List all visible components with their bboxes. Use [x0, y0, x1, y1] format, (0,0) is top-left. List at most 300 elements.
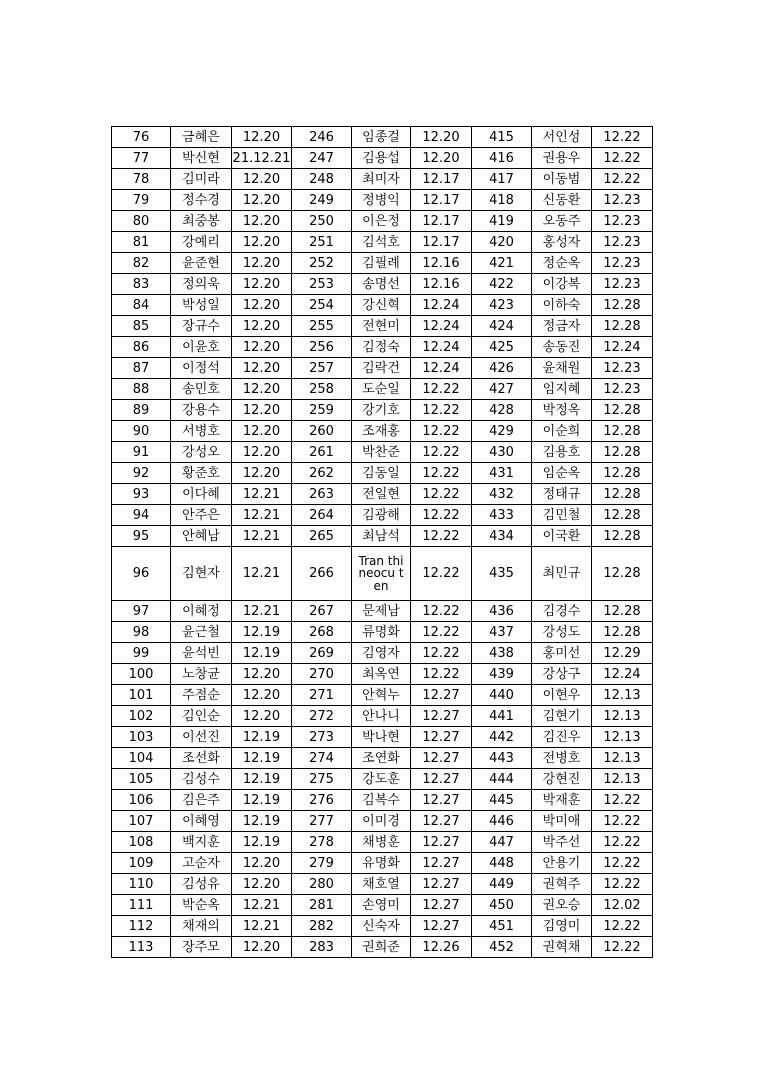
cell-date-c: 12.23 [592, 253, 653, 274]
cell-date-b: 12.27 [411, 874, 472, 895]
cell-date-a: 12.19 [232, 769, 292, 790]
cell-number-c: 452 [472, 937, 532, 958]
cell-number-c: 449 [472, 874, 532, 895]
cell-name-a: 박성일 [171, 295, 232, 316]
cell-date-c: 12.23 [592, 358, 653, 379]
cell-name-c: 전병호 [532, 748, 592, 769]
table-row [112, 337, 653, 358]
cell-number-c: 450 [472, 895, 532, 916]
cell-date-b: 12.24 [411, 316, 472, 337]
cell-number-b: 256 [292, 337, 352, 358]
cell-number-c: 419 [472, 211, 532, 232]
roster-table-body [112, 127, 653, 958]
cell-number-c: 424 [472, 316, 532, 337]
cell-number-b: 283 [292, 937, 352, 958]
cell-date-c: 12.24 [592, 337, 653, 358]
cell-name-b: 임종걸 [352, 127, 411, 148]
cell-name-b: 조연화 [352, 748, 411, 769]
cell-name-c: 임순옥 [532, 463, 592, 484]
cell-date-b: 12.22 [411, 643, 472, 664]
cell-name-b: 전현미 [352, 316, 411, 337]
cell-number-c: 425 [472, 337, 532, 358]
cell-name-c: 오동주 [532, 211, 592, 232]
cell-name-c: 홍성자 [532, 232, 592, 253]
cell-name-a: 이선진 [171, 727, 232, 748]
table-row [112, 484, 653, 505]
cell-name-c: 권혁채 [532, 937, 592, 958]
cell-date-b: 12.22 [411, 622, 472, 643]
cell-name-a: 정수경 [171, 190, 232, 211]
cell-date-b: 12.27 [411, 790, 472, 811]
cell-number-b: 261 [292, 442, 352, 463]
cell-name-a: 박순옥 [171, 895, 232, 916]
cell-date-b: 12.27 [411, 895, 472, 916]
cell-name-b: 김복수 [352, 790, 411, 811]
cell-date-a: 12.20 [232, 379, 292, 400]
cell-number-c: 422 [472, 274, 532, 295]
cell-number-b: 264 [292, 505, 352, 526]
cell-number-b: 269 [292, 643, 352, 664]
table-row [112, 379, 653, 400]
cell-name-c: 이현우 [532, 685, 592, 706]
cell-number-b: 270 [292, 664, 352, 685]
table-row [112, 685, 653, 706]
table-row [112, 358, 653, 379]
cell-date-b: 12.27 [411, 706, 472, 727]
cell-date-a: 12.20 [232, 358, 292, 379]
cell-number-b: 273 [292, 727, 352, 748]
cell-name-b: 김락건 [352, 358, 411, 379]
table-row [112, 190, 653, 211]
cell-name-b: 김석호 [352, 232, 411, 253]
cell-name-c: 정순옥 [532, 253, 592, 274]
cell-number-a: 80 [112, 211, 171, 232]
cell-number-a: 83 [112, 274, 171, 295]
cell-name-c: 박미애 [532, 811, 592, 832]
cell-number-c: 434 [472, 526, 532, 547]
cell-number-b: 260 [292, 421, 352, 442]
cell-name-a: 장규수 [171, 316, 232, 337]
cell-number-b: 276 [292, 790, 352, 811]
table-row [112, 664, 653, 685]
table-row [112, 253, 653, 274]
cell-name-a: 금혜은 [171, 127, 232, 148]
cell-number-c: 433 [472, 505, 532, 526]
cell-name-c: 이강복 [532, 274, 592, 295]
cell-date-c: 12.23 [592, 190, 653, 211]
cell-name-b: 강기호 [352, 400, 411, 421]
cell-number-b: 282 [292, 916, 352, 937]
cell-name-b: 강신혁 [352, 295, 411, 316]
cell-date-a: 12.20 [232, 664, 292, 685]
cell-name-b: 조재홍 [352, 421, 411, 442]
table-row [112, 169, 653, 190]
cell-number-a: 112 [112, 916, 171, 937]
table-row [112, 601, 653, 622]
cell-number-c: 443 [472, 748, 532, 769]
cell-name-a: 노창균 [171, 664, 232, 685]
cell-name-a: 이윤호 [171, 337, 232, 358]
cell-date-b: 12.27 [411, 769, 472, 790]
cell-name-b: 권희준 [352, 937, 411, 958]
cell-date-c: 12.22 [592, 874, 653, 895]
cell-name-c: 권혁주 [532, 874, 592, 895]
cell-date-a: 12.21 [232, 601, 292, 622]
cell-date-b: 12.20 [411, 127, 472, 148]
cell-number-a: 105 [112, 769, 171, 790]
cell-number-a: 76 [112, 127, 171, 148]
cell-number-b: 250 [292, 211, 352, 232]
cell-name-a: 윤근철 [171, 622, 232, 643]
cell-date-b: 12.24 [411, 295, 472, 316]
cell-number-b: 262 [292, 463, 352, 484]
cell-date-a: 12.21 [232, 916, 292, 937]
cell-name-b: 전일현 [352, 484, 411, 505]
cell-number-a: 90 [112, 421, 171, 442]
cell-date-c: 12.22 [592, 169, 653, 190]
cell-date-a: 12.20 [232, 421, 292, 442]
cell-date-b: 12.22 [411, 664, 472, 685]
table-row [112, 874, 653, 895]
cell-date-c: 12.22 [592, 853, 653, 874]
cell-name-a: 고순자 [171, 853, 232, 874]
cell-number-c: 447 [472, 832, 532, 853]
table-row [112, 463, 653, 484]
cell-number-a: 103 [112, 727, 171, 748]
cell-name-b: 최남석 [352, 526, 411, 547]
cell-number-a: 111 [112, 895, 171, 916]
cell-name-c: 권오승 [532, 895, 592, 916]
cell-date-c: 12.28 [592, 295, 653, 316]
cell-name-c: 김민철 [532, 505, 592, 526]
cell-date-a: 12.20 [232, 853, 292, 874]
cell-number-a: 82 [112, 253, 171, 274]
cell-date-b: 12.22 [411, 463, 472, 484]
cell-date-c: 12.22 [592, 832, 653, 853]
cell-number-a: 108 [112, 832, 171, 853]
cell-date-a: 12.19 [232, 748, 292, 769]
cell-name-a: 윤준현 [171, 253, 232, 274]
cell-number-c: 435 [472, 547, 532, 601]
cell-number-b: 266 [292, 547, 352, 601]
cell-number-c: 421 [472, 253, 532, 274]
cell-date-a: 12.20 [232, 211, 292, 232]
cell-name-a: 서병호 [171, 421, 232, 442]
cell-date-a: 12.20 [232, 253, 292, 274]
cell-number-b: 265 [292, 526, 352, 547]
cell-date-c: 12.23 [592, 379, 653, 400]
table-row [112, 895, 653, 916]
cell-number-a: 87 [112, 358, 171, 379]
cell-date-c: 12.13 [592, 706, 653, 727]
cell-number-c: 432 [472, 484, 532, 505]
cell-number-c: 423 [472, 295, 532, 316]
cell-number-a: 81 [112, 232, 171, 253]
cell-number-c: 429 [472, 421, 532, 442]
cell-number-b: 279 [292, 853, 352, 874]
cell-date-b: 12.26 [411, 937, 472, 958]
table-row [112, 547, 653, 601]
cell-number-a: 104 [112, 748, 171, 769]
table-row [112, 232, 653, 253]
cell-name-a: 이정석 [171, 358, 232, 379]
cell-number-a: 89 [112, 400, 171, 421]
cell-name-a: 정의욱 [171, 274, 232, 295]
cell-name-c: 권용우 [532, 148, 592, 169]
cell-date-a: 12.21 [232, 484, 292, 505]
table-row [112, 916, 653, 937]
cell-date-a: 12.20 [232, 127, 292, 148]
cell-number-b: 252 [292, 253, 352, 274]
cell-name-c: 김영미 [532, 916, 592, 937]
cell-name-a: 강용수 [171, 400, 232, 421]
cell-number-c: 418 [472, 190, 532, 211]
cell-date-c: 12.23 [592, 274, 653, 295]
cell-date-c: 12.29 [592, 643, 653, 664]
cell-name-a: 조선화 [171, 748, 232, 769]
cell-name-a: 김성수 [171, 769, 232, 790]
cell-number-b: 254 [292, 295, 352, 316]
cell-date-a: 12.20 [232, 232, 292, 253]
cell-number-b: 268 [292, 622, 352, 643]
cell-date-b: 12.22 [411, 547, 472, 601]
cell-name-a: 박신현 [171, 148, 232, 169]
table-row [112, 643, 653, 664]
cell-date-b: 12.22 [411, 379, 472, 400]
cell-name-b: 김광해 [352, 505, 411, 526]
cell-name-c: 이국환 [532, 526, 592, 547]
cell-name-b: 도순일 [352, 379, 411, 400]
cell-number-c: 426 [472, 358, 532, 379]
cell-name-c: 이순희 [532, 421, 592, 442]
cell-date-c: 12.23 [592, 232, 653, 253]
cell-number-c: 438 [472, 643, 532, 664]
cell-name-b: Tran thi neocu ten [352, 547, 411, 601]
cell-date-b: 12.22 [411, 400, 472, 421]
cell-name-b: 박찬준 [352, 442, 411, 463]
cell-number-a: 109 [112, 853, 171, 874]
cell-name-a: 장주모 [171, 937, 232, 958]
table-row [112, 832, 653, 853]
cell-date-a: 12.20 [232, 937, 292, 958]
cell-name-b: 채호열 [352, 874, 411, 895]
cell-date-a: 12.21 [232, 505, 292, 526]
cell-number-b: 259 [292, 400, 352, 421]
cell-number-a: 99 [112, 643, 171, 664]
cell-date-c: 12.28 [592, 601, 653, 622]
cell-number-a: 97 [112, 601, 171, 622]
cell-name-c: 이동범 [532, 169, 592, 190]
cell-date-a: 12.19 [232, 811, 292, 832]
cell-number-b: 255 [292, 316, 352, 337]
table-row [112, 421, 653, 442]
cell-date-c: 12.13 [592, 727, 653, 748]
table-row [112, 769, 653, 790]
cell-name-b: 채병훈 [352, 832, 411, 853]
cell-name-b: 최미자 [352, 169, 411, 190]
cell-name-a: 백지훈 [171, 832, 232, 853]
cell-name-a: 김미라 [171, 169, 232, 190]
cell-date-a: 12.21 [232, 526, 292, 547]
cell-date-c: 12.22 [592, 937, 653, 958]
cell-number-c: 448 [472, 853, 532, 874]
cell-date-b: 12.27 [411, 727, 472, 748]
cell-name-a: 송민호 [171, 379, 232, 400]
cell-name-b: 김용섭 [352, 148, 411, 169]
table-row [112, 127, 653, 148]
table-row [112, 853, 653, 874]
table-row [112, 727, 653, 748]
cell-name-c: 최민규 [532, 547, 592, 601]
cell-name-b: 박나현 [352, 727, 411, 748]
cell-date-c: 12.22 [592, 811, 653, 832]
cell-date-c: 12.28 [592, 400, 653, 421]
table-row [112, 295, 653, 316]
cell-name-c: 박정옥 [532, 400, 592, 421]
cell-name-a: 강성오 [171, 442, 232, 463]
cell-date-c: 12.22 [592, 148, 653, 169]
cell-name-c: 서인성 [532, 127, 592, 148]
table-row [112, 790, 653, 811]
cell-name-b: 신숙자 [352, 916, 411, 937]
cell-number-c: 420 [472, 232, 532, 253]
cell-date-a: 21.12.21 [232, 148, 292, 169]
table-row [112, 937, 653, 958]
cell-date-b: 12.22 [411, 442, 472, 463]
cell-date-a: 12.20 [232, 442, 292, 463]
cell-date-c: 12.28 [592, 421, 653, 442]
cell-date-b: 12.17 [411, 169, 472, 190]
cell-number-a: 88 [112, 379, 171, 400]
cell-date-a: 12.20 [232, 463, 292, 484]
cell-number-c: 442 [472, 727, 532, 748]
table-row [112, 148, 653, 169]
cell-name-b: 김필례 [352, 253, 411, 274]
cell-name-c: 박주선 [532, 832, 592, 853]
cell-number-a: 107 [112, 811, 171, 832]
cell-date-b: 12.24 [411, 337, 472, 358]
cell-name-a: 황준호 [171, 463, 232, 484]
cell-date-c: 12.28 [592, 547, 653, 601]
cell-number-b: 271 [292, 685, 352, 706]
cell-date-b: 12.17 [411, 211, 472, 232]
cell-number-c: 428 [472, 400, 532, 421]
cell-number-a: 91 [112, 442, 171, 463]
cell-number-b: 275 [292, 769, 352, 790]
cell-number-a: 92 [112, 463, 171, 484]
cell-name-a: 김성유 [171, 874, 232, 895]
cell-name-c: 강성도 [532, 622, 592, 643]
cell-name-a: 김은주 [171, 790, 232, 811]
cell-number-c: 445 [472, 790, 532, 811]
cell-number-c: 417 [472, 169, 532, 190]
cell-number-b: 277 [292, 811, 352, 832]
cell-name-c: 이하숙 [532, 295, 592, 316]
cell-date-c: 12.22 [592, 790, 653, 811]
table-row [112, 211, 653, 232]
cell-name-a: 채재의 [171, 916, 232, 937]
cell-number-c: 430 [472, 442, 532, 463]
cell-name-c: 윤채원 [532, 358, 592, 379]
cell-date-b: 12.22 [411, 526, 472, 547]
cell-date-b: 12.24 [411, 358, 472, 379]
cell-date-a: 12.20 [232, 706, 292, 727]
cell-date-a: 12.20 [232, 685, 292, 706]
cell-name-b: 안나니 [352, 706, 411, 727]
cell-date-c: 12.28 [592, 505, 653, 526]
cell-name-c: 강현진 [532, 769, 592, 790]
cell-number-a: 113 [112, 937, 171, 958]
cell-date-c: 12.23 [592, 211, 653, 232]
cell-date-a: 12.20 [232, 169, 292, 190]
cell-name-b: 김정숙 [352, 337, 411, 358]
table-row [112, 748, 653, 769]
cell-name-a: 주점순 [171, 685, 232, 706]
cell-name-b: 이미경 [352, 811, 411, 832]
table-row [112, 505, 653, 526]
cell-number-c: 451 [472, 916, 532, 937]
cell-number-b: 274 [292, 748, 352, 769]
cell-name-b: 문제남 [352, 601, 411, 622]
cell-date-a: 12.19 [232, 832, 292, 853]
cell-date-a: 12.19 [232, 622, 292, 643]
cell-number-a: 100 [112, 664, 171, 685]
cell-name-b: 손영미 [352, 895, 411, 916]
cell-number-a: 79 [112, 190, 171, 211]
cell-name-c: 정금자 [532, 316, 592, 337]
cell-number-b: 246 [292, 127, 352, 148]
table-row [112, 442, 653, 463]
cell-date-a: 12.19 [232, 643, 292, 664]
cell-number-a: 101 [112, 685, 171, 706]
cell-name-c: 김진우 [532, 727, 592, 748]
cell-number-c: 436 [472, 601, 532, 622]
cell-name-a: 이혜영 [171, 811, 232, 832]
cell-number-b: 267 [292, 601, 352, 622]
cell-date-c: 12.22 [592, 127, 653, 148]
cell-name-c: 김용호 [532, 442, 592, 463]
cell-name-b: 유명화 [352, 853, 411, 874]
cell-name-b: 정병익 [352, 190, 411, 211]
cell-date-b: 12.27 [411, 811, 472, 832]
cell-date-a: 12.21 [232, 547, 292, 601]
cell-number-b: 280 [292, 874, 352, 895]
cell-date-b: 12.17 [411, 190, 472, 211]
cell-date-b: 12.16 [411, 253, 472, 274]
cell-number-c: 441 [472, 706, 532, 727]
cell-date-c: 12.28 [592, 622, 653, 643]
cell-number-b: 272 [292, 706, 352, 727]
cell-date-c: 12.28 [592, 442, 653, 463]
cell-date-c: 12.13 [592, 769, 653, 790]
cell-number-b: 257 [292, 358, 352, 379]
cell-date-b: 12.27 [411, 853, 472, 874]
table-row [112, 400, 653, 421]
cell-name-c: 김현기 [532, 706, 592, 727]
cell-number-b: 247 [292, 148, 352, 169]
cell-name-c: 김경수 [532, 601, 592, 622]
cell-date-c: 12.28 [592, 463, 653, 484]
cell-number-a: 84 [112, 295, 171, 316]
cell-number-a: 102 [112, 706, 171, 727]
cell-date-c: 12.28 [592, 526, 653, 547]
cell-date-b: 12.17 [411, 232, 472, 253]
cell-name-c: 안용기 [532, 853, 592, 874]
cell-date-a: 12.19 [232, 790, 292, 811]
cell-date-b: 12.27 [411, 916, 472, 937]
cell-number-c: 440 [472, 685, 532, 706]
cell-name-c: 임지혜 [532, 379, 592, 400]
